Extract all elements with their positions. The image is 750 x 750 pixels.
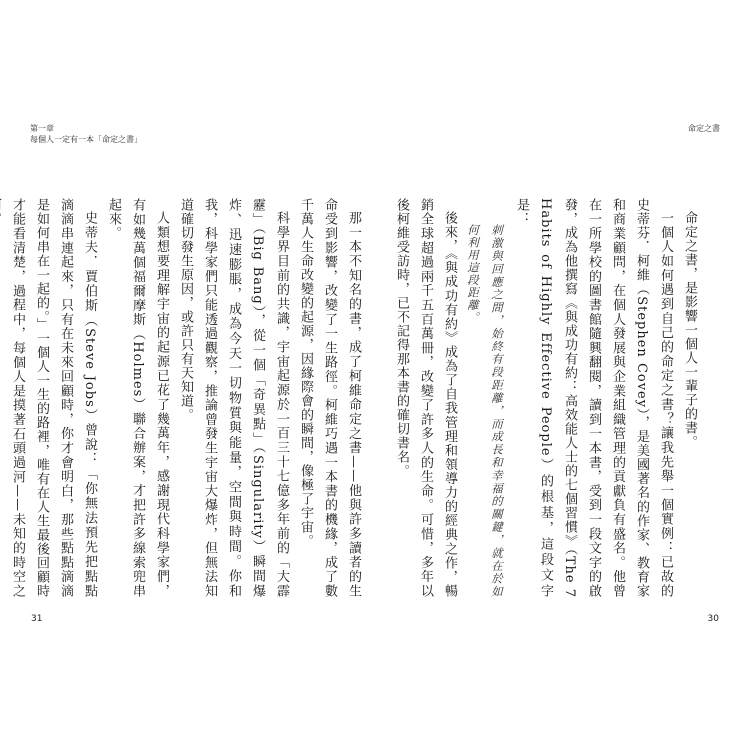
paragraph: 人類想要理解宇宙的起源已花了幾萬年，感謝現代科學家們，有如幾萬個福爾摩斯（Holmes）聯合辦案，才把許多線索兜串起來。 bbox=[106, 198, 169, 598]
right-body-text bbox=[394, 198, 701, 598]
paragraph: 科學界目前的共識，宇宙起源於一百三十七億多年前的「大霹靂」（Big Bang），從一個「奇異點」（Singularity）瞬間爆炸、迅速膨脹，成為今天一切物質與能量，空間與時間。你和我，科學家們只能透過觀察，推論曾發生宇宙大爆炸，但無法知道確切發生原因，或許只有天知道。 bbox=[178, 198, 289, 598]
right-page bbox=[375, 0, 750, 750]
block-quote: 刺激與回應之間，始終有段距離，而成長和幸福的關鍵，就在於如何利用這段距離。 bbox=[466, 224, 504, 598]
paragraph: 那一本不知名的書，成了柯維命定之書——他與許多讀者的生命受到影響，改變了一生路徑。柯維巧遇一本書的機緣，成了數千萬人生命改變的起源，因緣際會的瞬間，像極了宇宙。 bbox=[298, 198, 361, 598]
chapter-title: 每個人一定有一本「命定之書」 bbox=[30, 135, 142, 144]
running-head: 命定之書 bbox=[688, 124, 720, 133]
left-body-text bbox=[10, 198, 365, 598]
chapter-header bbox=[30, 123, 142, 145]
chapter-label: 第一章 bbox=[30, 124, 54, 133]
paragraph: 後來，《與成功有約》成為了自我管理和領導力的經典之作，暢銷全球超過兩千五百萬冊，改變了許多人的生命。可惜，多年以後柯維受訪時，已不記得那本書的確切書名。 bbox=[394, 198, 457, 598]
paragraph: 命定之書，是影響一個人一輩子的書。 bbox=[682, 211, 697, 449]
page-number-left: 31 bbox=[31, 614, 43, 624]
paragraph: 一個人如何遇到自己的命定之書？讓我先舉一個實例：已故的史蒂芬．柯維（Stephen Covey），是美國著名的作家、教育家和商業顧問，在個人發展與企業組織管理的貢獻負有盛名。他曾在一所學校的圖書館隨興翻閱，讀到一本書，受到一段文字的啟發，成為他撰寫《與成功有約：高效能人士的七個習慣》（The 7 Habits of Highly Effective People）的根基，這段文字是： bbox=[514, 198, 673, 598]
paragraph: 史蒂夫．賈伯斯（Steve Jobs）曾說：「你無法預先把點點滴滴串連起來，只有在未來回顧時，你才會明白，那些點點滴滴是如何串在一起的。」一個人一生的路裡，唯有在人生最後回顧時才能看清楚，過程中，每個人是摸著石頭過河——未知的時空之 bbox=[10, 198, 97, 598]
page-number-right: 30 bbox=[707, 614, 719, 624]
